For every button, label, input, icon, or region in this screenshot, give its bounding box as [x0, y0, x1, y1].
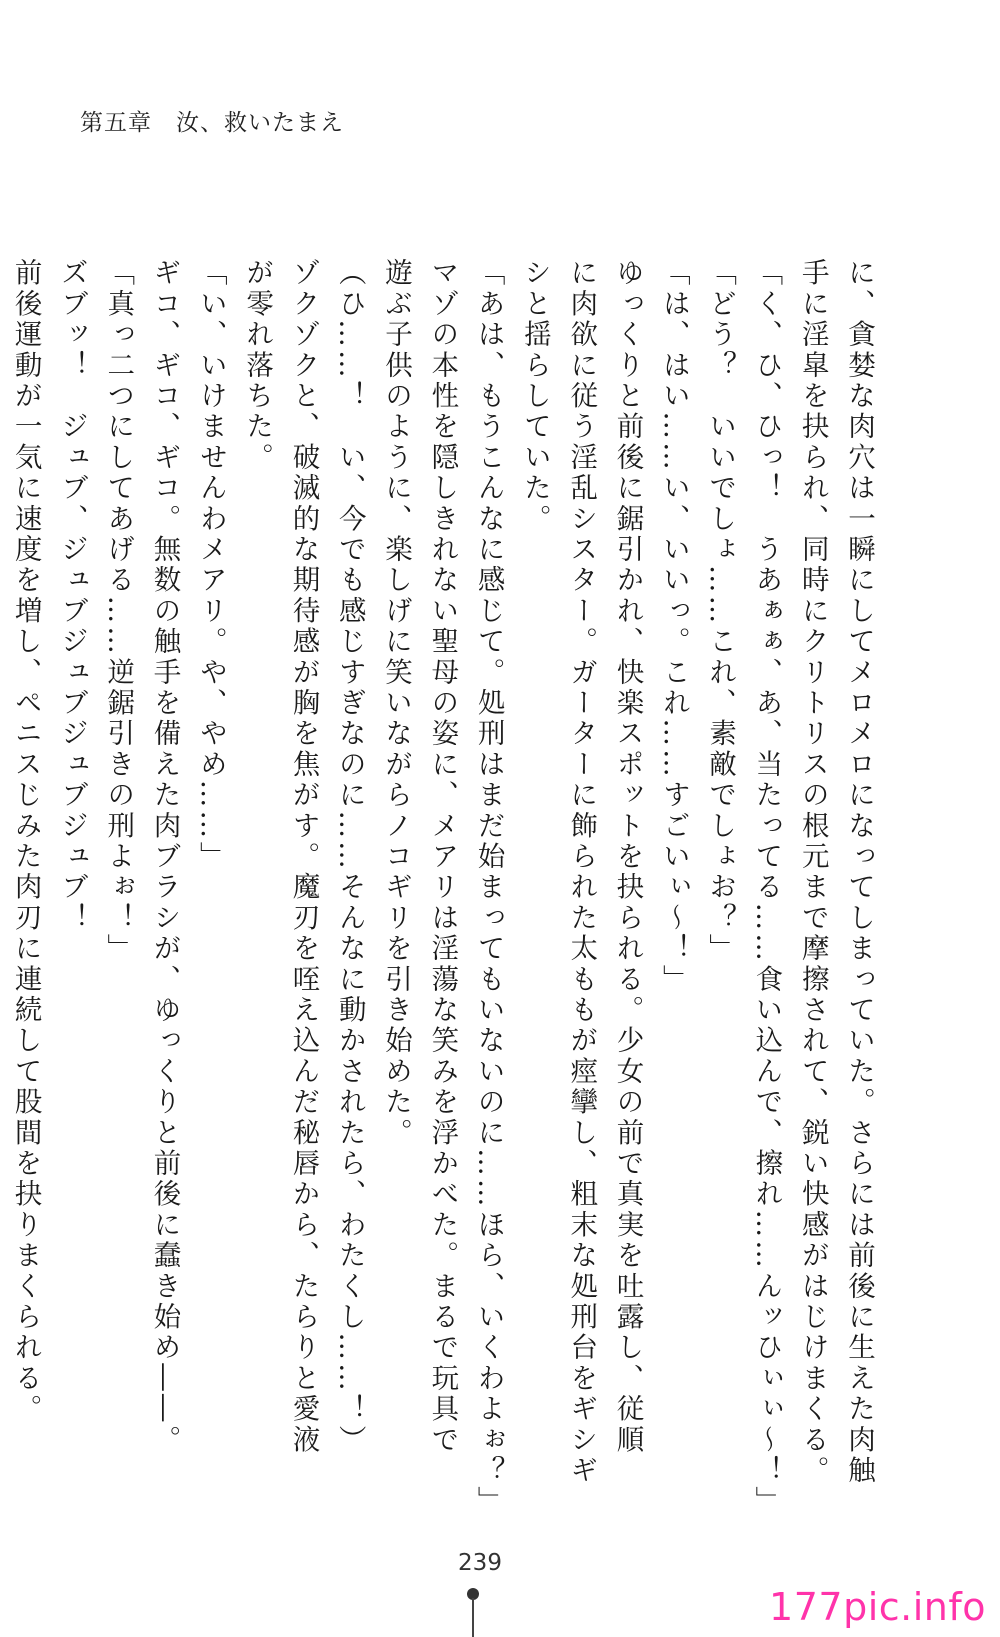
text-line: 手に淫皐を抉られ、同時にクリトリスの根元まで摩擦されて、鋭い快感がはじけまくる。: [796, 258, 829, 1486]
site-watermark: 177pic.info: [769, 1585, 986, 1629]
text-line: マゾの本性を隠しきれない聖母の姿に、メアリは淫蕩な笑みを浮かべた。まるで玩具で: [426, 258, 459, 1456]
folio-marker-line: [472, 1598, 474, 1637]
text-line: が零れ落ちた。: [241, 258, 274, 473]
page-number: 239: [458, 1550, 502, 1576]
running-head: 第五章 汝、救いたまえ: [80, 110, 344, 136]
text-line: ゾクゾクと、破滅的な期待感が胸を焦がす。魔刃を咥え込んだ秘唇から、たらりと愛液: [287, 258, 320, 1456]
text-line: ズブッ！ ジュブ、ジュブジュブジュブジュブ！: [55, 258, 88, 934]
text-line: 「い、いけませんわメアリ。や、やめ……」: [194, 258, 227, 872]
text-line: 「は、はい……い、いいっ。これ……すごいぃ～！」: [657, 258, 690, 995]
text-line: シと揺らしていた。: [518, 258, 551, 535]
text-line: 「真っ二つにしてあげる……逆鋸引きの刑よぉ！」: [102, 258, 135, 965]
body-text: [9, 258, 882, 1517]
text-line: ゆっくりと前後に鋸引かれ、快楽スポットを抉られる。少女の前で真実を吐露し、従順: [611, 258, 644, 1456]
text-line: 「あは、もうこんなに感じて。処刑はまだ始まってもいないのに……ほら、いくわよぉ？」: [472, 258, 505, 1517]
text-line: に肉欲に従う淫乱シスター。ガーターに飾られた太ももが痙攣し、粗末な処刑台をギシギ: [565, 258, 598, 1486]
text-line: 前後運動が一気に速度を増し、ペニスじみた肉刃に連続して股間を抉りまくられる。: [9, 258, 42, 1425]
text-line: 「く、ひ、ひっ！ うあぁぁ、あ、当たってる……食い込んで、擦れ……んッひぃぃ～！」: [750, 258, 783, 1517]
text-line: に、貪婪な肉穴は一瞬にしてメロメロになってしまっていた。さらには前後に生えた肉触: [843, 258, 875, 1486]
text-line: （ひ……！ い、今でも感じすぎなのに……そんなに動かされたら、わたくし……！）: [333, 258, 366, 1456]
text-line: 「どう？ いいでしょ……これ、素敵でしょお？」: [704, 258, 737, 965]
text-line: 遊ぶ子供のように、楽しげに笑いながらノコギリを引き始めた。: [380, 258, 413, 1149]
text-line: ギコ、ギコ、ギコ。無数の触手を備えた肉ブラシが、ゆっくりと前後に蠢き始め――。: [148, 258, 181, 1456]
